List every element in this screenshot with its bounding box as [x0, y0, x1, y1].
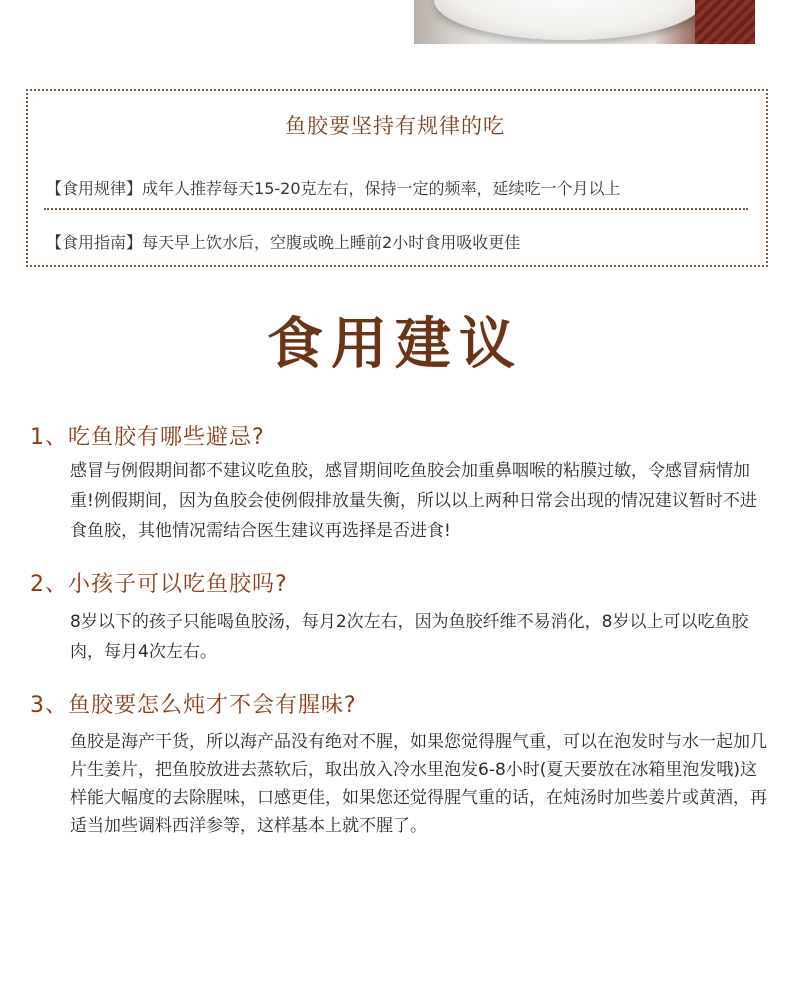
dotted-divider: [44, 208, 748, 210]
rule-item-frequency: [46, 176, 621, 199]
rule-text: 每天早上饮水后，空腹或晚上睡前2小时食用吸收更佳: [142, 233, 521, 252]
bowl-image: [434, 0, 704, 40]
rule-tag: 【食用规律】: [46, 179, 143, 198]
faq-answer-3: 鱼胶是海产干货，所以海产品没有绝对不腥，如果您觉得腥气重，可以在泡发时与水一起加几片生姜片，把鱼胶放进去蒸软后，取出放入冷水里泡发6-8小时(夏天要放在冰箱里泡发哦)这样能大幅度的去除腥味，口感更佳，如果您还觉得腥气重的话，在炖汤时加些姜片或黄酒，再适当加些调料西洋参等，这样基本上就不腥了。: [70, 732, 767, 836]
rule-item-guide: [46, 230, 520, 253]
faq-question-1: 1、吃鱼胶有哪些避忌?: [30, 425, 265, 450]
rule-box-title: 鱼胶要坚持有规律的吃: [285, 114, 505, 138]
rule-text: 成年人推荐每天15-20克左右，保持一定的频率，延续吃一个月以上: [142, 179, 621, 198]
faq-answer-1: 感冒与例假期间都不建议吃鱼胶，感冒期间吃鱼胶会加重鼻咽喉的粘膜过敏，令感冒病情加重!例假期间，因为鱼胶会使例假排放量失衡，所以以上两种日常会出现的情况建议暂时不进食鱼胶，其他情况需结合医生建议再选择是否进食!: [70, 461, 757, 541]
product-photo: [414, 0, 755, 44]
faq-answer-2: 8岁以下的孩子只能喝鱼胶汤，每月2次左右，因为鱼胶纤维不易消化，8岁以上可以吃鱼胶肉，每月4次左右。: [70, 612, 749, 662]
rule-tag: 【食用指南】: [46, 233, 143, 252]
section-title: 食用建议: [267, 311, 523, 377]
tablecloth-image: [695, 0, 755, 44]
faq-question-3: 3、鱼胶要怎么炖才不会有腥味?: [30, 693, 357, 718]
faq-question-2: 2、小孩子可以吃鱼胶吗?: [30, 572, 288, 597]
